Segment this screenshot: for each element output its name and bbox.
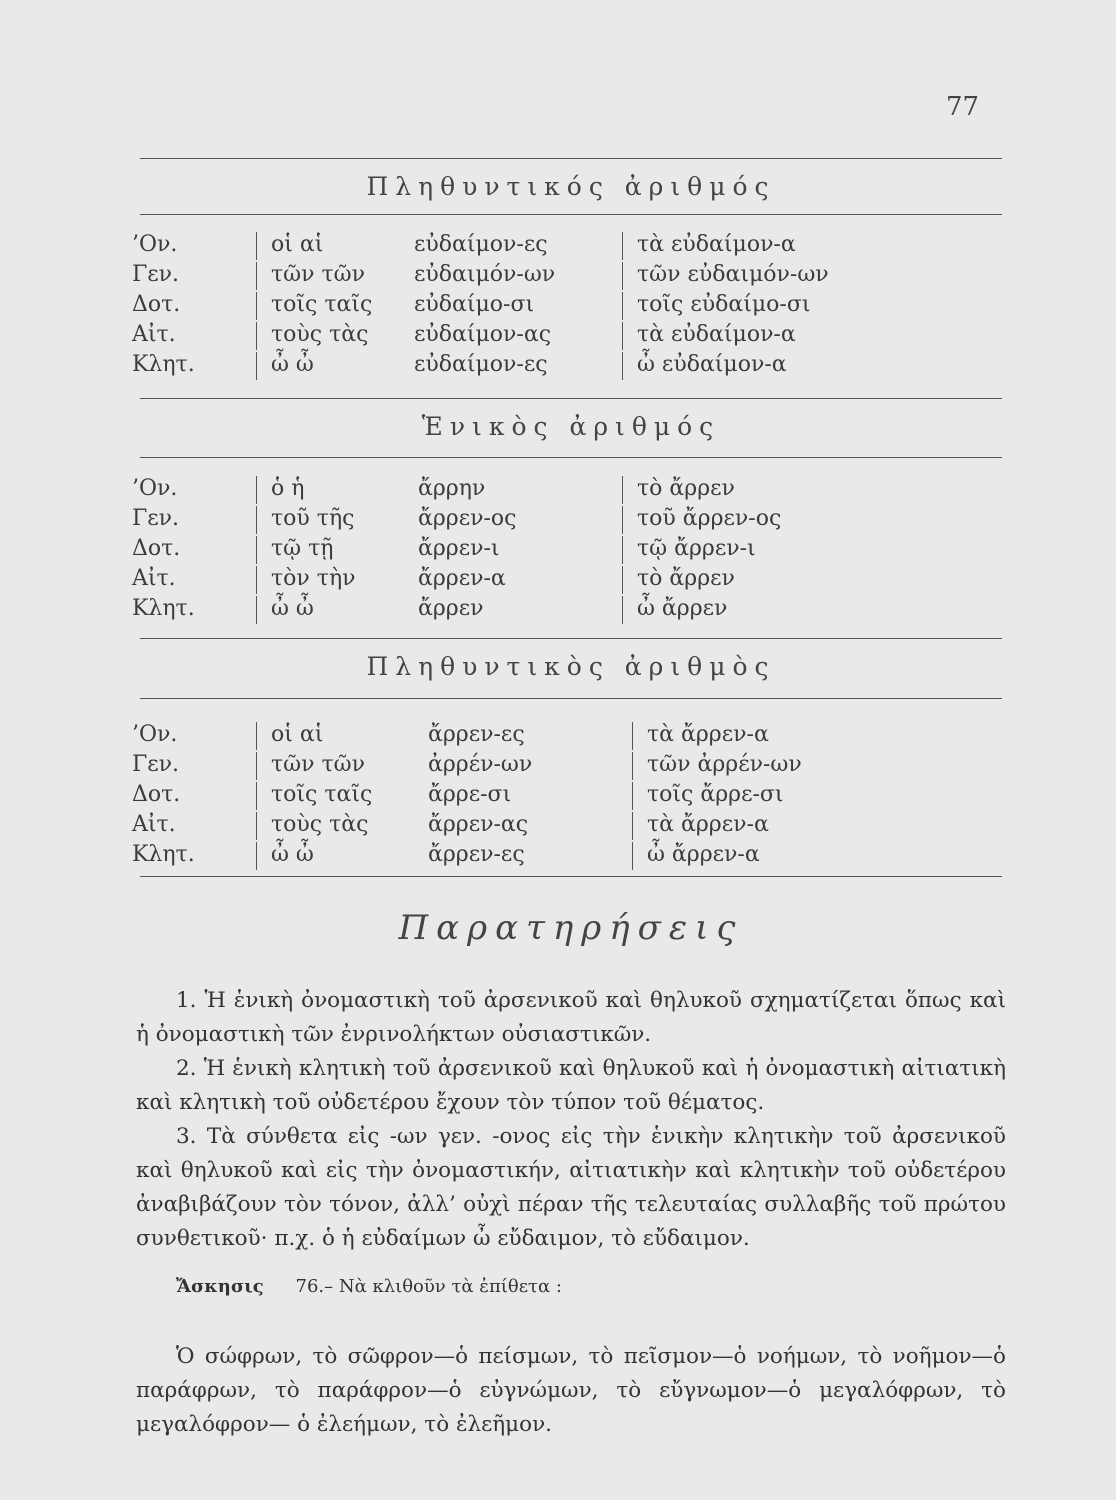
form: εὐδαίμον-ες bbox=[414, 352, 548, 377]
divider bbox=[140, 638, 1002, 639]
form: ἀρρέν-ων bbox=[428, 752, 533, 777]
articles: ὦ ὦ bbox=[256, 352, 314, 380]
table-row bbox=[132, 232, 1002, 262]
table-row bbox=[132, 536, 1002, 566]
neuter-form: τὸ ἄρρεν bbox=[622, 566, 735, 594]
table-row bbox=[132, 322, 1002, 352]
neuter-form: τῷ ἄρρεν-ι bbox=[622, 536, 756, 564]
neuter-form: τῶν εὐδαιμόν-ων bbox=[622, 262, 829, 290]
form: ἄρρε-σι bbox=[428, 782, 512, 807]
divider bbox=[140, 698, 1002, 699]
table-row bbox=[132, 262, 1002, 292]
neuter-form: τοῦ ἄρρεν-ος bbox=[622, 506, 781, 534]
articles: ὁ ἡ bbox=[256, 476, 304, 504]
case-label: Δοτ. bbox=[132, 292, 181, 317]
case-label: Αἰτ. bbox=[132, 812, 176, 837]
divider bbox=[140, 398, 1002, 399]
declension-table-plural-1 bbox=[132, 232, 1002, 382]
case-label: Κλητ. bbox=[132, 352, 195, 377]
form: ἄρρην bbox=[418, 476, 486, 501]
case-label: Κλητ. bbox=[132, 842, 195, 867]
case-label: Γεν. bbox=[132, 262, 180, 287]
case-label: Κλητ. bbox=[132, 596, 195, 621]
section-title-plural-1: Πληθυντικός ἀριθμός bbox=[366, 172, 776, 201]
form: ἄρρεν bbox=[418, 596, 484, 621]
form: εὐδαίμον-ες bbox=[414, 232, 548, 257]
notes-title: Παρατηρήσεις bbox=[398, 908, 744, 948]
note-paragraph: 2. Ἡ ἑνικὴ κλητικὴ τοῦ ἀρσενικοῦ καὶ θηλυκοῦ καὶ ἡ ὀνομαστικὴ αἰτιατικὴ καὶ κλητικὴ τοῦ οὐδετέρου ἔχουν τὸν τύπον τοῦ θέματος. bbox=[136, 1056, 1006, 1115]
notes-list bbox=[136, 984, 1006, 1256]
form: ἄρρεν-α bbox=[418, 566, 506, 591]
exercise-text: Ὁ σώφρων, τὸ σῶφρον—ὁ πείσμων, τὸ πεῖσμον—ὁ νοήμων, τὸ νοῆμον—ὁ παράφρων, τὸ παράφρον—ὁ εὐγνώμων, τὸ εὔγνωμον—ὁ μεγαλόφρων, τὸ μεγαλόφρον— ὁ ἐλεήμων, τὸ ἐλεῆμον. bbox=[136, 1343, 1006, 1437]
divider bbox=[140, 158, 1002, 159]
declension-table-singular bbox=[132, 476, 1002, 626]
case-label: Δοτ. bbox=[132, 536, 181, 561]
articles: τοὺς τὰς bbox=[256, 322, 368, 350]
articles: τῶν τῶν bbox=[256, 752, 365, 780]
neuter-form: τὰ εὐδαίμον-α bbox=[622, 232, 796, 260]
divider bbox=[140, 876, 1002, 877]
table-row bbox=[132, 506, 1002, 536]
form: ἄρρεν-ες bbox=[428, 842, 525, 867]
section-title-plural-2: Πληθυντικὸς ἀριθμὸς bbox=[366, 652, 776, 681]
table-row bbox=[132, 596, 1002, 626]
table-row bbox=[132, 352, 1002, 382]
form: ἄρρεν-ος bbox=[418, 506, 517, 531]
neuter-form: τοῖς εὐδαίμο-σι bbox=[622, 292, 810, 320]
case-label: Γεν. bbox=[132, 506, 180, 531]
articles: τοῖς ταῖς bbox=[256, 292, 372, 320]
articles: ὦ ὦ bbox=[256, 596, 314, 624]
section-title-singular: Ἑνικὸς ἀριθμός bbox=[421, 412, 721, 441]
neuter-form: ὦ ἄρρεν-α bbox=[632, 842, 760, 870]
table-row bbox=[132, 292, 1002, 322]
table-row bbox=[132, 722, 1002, 752]
page-number: 77 bbox=[946, 92, 980, 122]
declension-table-plural-2 bbox=[132, 722, 1002, 872]
table-row bbox=[132, 842, 1002, 872]
neuter-form: τὰ ἄρρεν-α bbox=[632, 812, 769, 840]
articles: τὸν τὴν bbox=[256, 566, 356, 594]
articles: οἱ αἱ bbox=[256, 722, 323, 750]
articles: τοῖς ταῖς bbox=[256, 782, 372, 810]
case-label: Δοτ. bbox=[132, 782, 181, 807]
case-label: Γεν. bbox=[132, 752, 180, 777]
case-label: Αἰτ. bbox=[132, 322, 176, 347]
table-row bbox=[132, 476, 1002, 506]
table-row bbox=[132, 812, 1002, 842]
neuter-form: τοῖς ἄρρε-σι bbox=[632, 782, 784, 810]
neuter-form: ὦ ἄρρεν bbox=[622, 596, 727, 624]
form: εὐδαίμο-σι bbox=[414, 292, 535, 317]
case-label: ’Ον. bbox=[132, 476, 178, 501]
articles: τοῦ τῆς bbox=[256, 506, 354, 534]
exercise-label: Ἄσκησις bbox=[176, 1276, 264, 1297]
note-paragraph: 1. Ἡ ἑνικὴ ὀνομαστικὴ τοῦ ἀρσενικοῦ καὶ θηλυκοῦ σχηματίζεται ὅπως καὶ ἡ ὀνομαστικὴ τῶν ἐνρινολήκτων οὐσιαστικῶν. bbox=[136, 988, 1006, 1047]
form: εὐδαίμον-ας bbox=[414, 322, 552, 347]
articles: ὦ ὦ bbox=[256, 842, 314, 870]
form: εὐδαιμόν-ων bbox=[414, 262, 556, 287]
neuter-form: τὰ εὐδαίμον-α bbox=[622, 322, 796, 350]
table-row bbox=[132, 782, 1002, 812]
case-label: Αἰτ. bbox=[132, 566, 176, 591]
articles: τῷ τῇ bbox=[256, 536, 333, 564]
divider bbox=[140, 457, 1002, 458]
form: ἄρρεν-ες bbox=[428, 722, 525, 747]
neuter-form: τῶν ἀρρέν-ων bbox=[632, 752, 802, 780]
neuter-form: τὰ ἄρρεν-α bbox=[632, 722, 769, 750]
table-row bbox=[132, 752, 1002, 782]
form: ἄρρεν-ας bbox=[428, 812, 529, 837]
neuter-form: ὦ εὐδαίμον-α bbox=[622, 352, 787, 380]
exercise-instruction: 76.– Νὰ κλιθοῦν τὰ ἐπίθετα : bbox=[295, 1276, 562, 1297]
neuter-form: τὸ ἄρρεν bbox=[622, 476, 735, 504]
articles: τῶν τῶν bbox=[256, 262, 365, 290]
note-paragraph: 3. Τὰ σύνθετα εἰς -ων γεν. -ονος εἰς τὴν ἑνικὴν κλητικὴν τοῦ ἀρσενικοῦ καὶ θηλυκοῦ καὶ εἰς τὴν ὀνομαστικήν, αἰτιατικὴν καὶ κλητικὴν τοῦ οὐδετέρου ἀναβιβάζουν τὸν τόνον, ἀλλ’ οὐχὶ πέραν τῆς τελευταίας συλλαβῆς τοῦ πρώτου συνθετικοῦ· π.χ. ὁ ἡ εὐδαίμων ὦ εὔδαιμον, τὸ εὔδαιμον. bbox=[136, 1124, 1006, 1251]
exercise-heading bbox=[176, 1276, 562, 1297]
table-row bbox=[132, 566, 1002, 596]
case-label: ’Ον. bbox=[132, 722, 178, 747]
case-label: ’Ον. bbox=[132, 232, 178, 257]
articles: οἱ αἱ bbox=[256, 232, 323, 260]
articles: τοὺς τὰς bbox=[256, 812, 368, 840]
divider bbox=[140, 214, 1002, 215]
form: ἄρρεν-ι bbox=[418, 536, 500, 561]
